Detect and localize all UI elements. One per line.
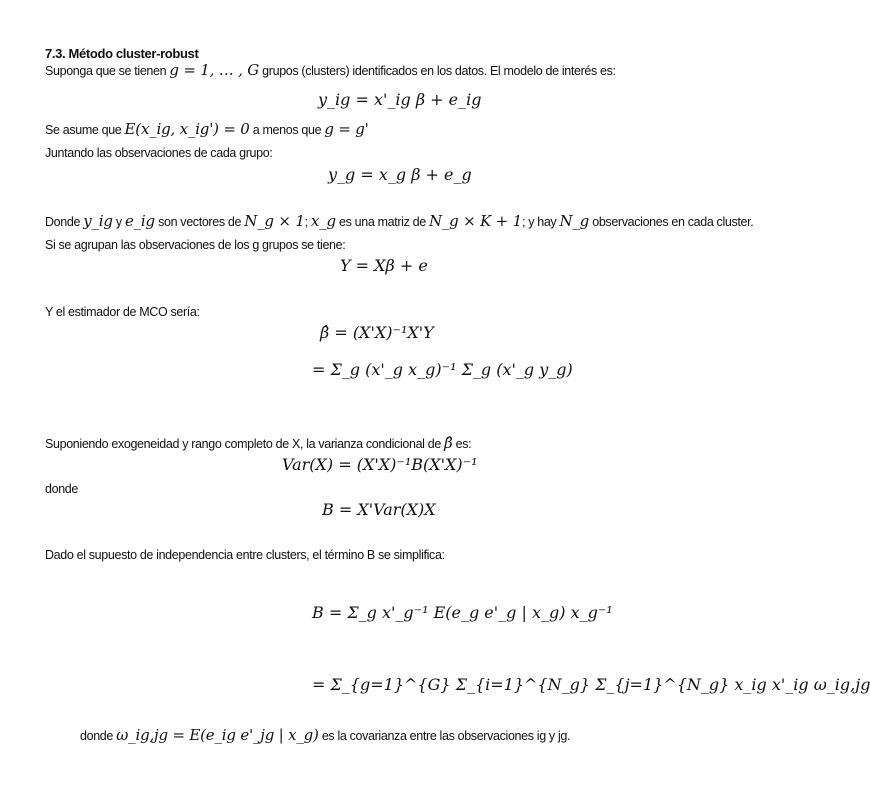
equation-ols-text: β̂ = (X'X)⁻¹X'Y <box>320 323 434 342</box>
paragraph-variance <box>45 436 471 451</box>
covariance-math-omega: ω_ig,jg = E(e_ig e'_jg | x_g) <box>116 726 319 744</box>
paragraph-assumption <box>45 122 369 137</box>
dimensions-text-d: ; <box>304 215 308 229</box>
section-title <box>45 47 198 61</box>
equation-ols-sum <box>312 360 573 380</box>
paragraph-grouping <box>45 146 272 160</box>
equation-b-sum <box>312 603 613 623</box>
dimensions-text-a: Donde <box>45 215 81 229</box>
equation-stacked-text: Y = Xβ + e <box>340 256 428 275</box>
paragraph-aggregate <box>45 238 345 252</box>
dimensions-text-b: y <box>115 215 122 229</box>
grouping-text: Juntando las observaciones de cada grupo: <box>45 146 273 160</box>
dimensions-math-ng1: N_g × 1 <box>244 212 305 230</box>
covariance-text-b: es la covarianza entre las observaciones ig y jg. <box>321 729 571 743</box>
assumption-text-a: Se asume que <box>45 123 122 137</box>
intro-text-a: Suponga que se tienen <box>45 64 167 78</box>
equation-b <box>322 500 436 520</box>
equation-ols-sum-text: = Σ_g (x'_g x_g)⁻¹ Σ_g (x'_g y_g) <box>312 360 573 379</box>
aggregate-text: Si se agrupan las observaciones de los g grupos se tiene: <box>45 238 346 252</box>
equation-stacked <box>340 256 428 276</box>
equation-ols <box>320 323 434 343</box>
intro-text-b: grupos (clusters) identificados en los datos. El modelo de interés es: <box>262 64 616 78</box>
equation-group-model-text: y_g = x_g β + e_g <box>328 165 472 184</box>
estimator-text: Y el estimador de MCO sería: <box>45 305 200 319</box>
dimensions-math-ng: N_g <box>559 212 590 230</box>
equation-variance-text: Var(X) = (X'X)⁻¹B(X'X)⁻¹ <box>282 455 478 474</box>
intro-math-groups: g = 1, … , G <box>169 61 260 79</box>
equation-model-text: y_ig = x'_ig β + e_ig <box>318 90 482 109</box>
paragraph-intro <box>45 63 616 78</box>
dimensions-text-f: ; y hay <box>521 215 557 229</box>
dimensions-text-e: es una matriz de <box>339 215 426 229</box>
equation-b-triple-sum-text: = Σ_{g=1}^{G} Σ_{i=1}^{N_g} Σ_{j=1}^{N_g} x_ig x'_ig ω_ig,jg <box>312 675 870 694</box>
equation-b-sum-text: B = Σ_g x'_g⁻¹ E(e_g e'_g | x_g) x_g⁻¹ <box>312 603 613 622</box>
equation-group-model <box>328 165 472 185</box>
section-title-text: 7.3. Método cluster-robust <box>45 46 199 61</box>
dimensions-math-xg: x_g <box>310 212 336 230</box>
equation-variance <box>282 455 478 475</box>
paragraph-where <box>45 482 78 496</box>
where-text: donde <box>45 482 79 496</box>
dimensions-math-ngk: N_g × K + 1 <box>428 212 522 230</box>
independence-text: Dado el supuesto de independencia entre clusters, el término B se simplifica: <box>45 548 445 562</box>
paragraph-independence <box>45 548 445 562</box>
variance-text-b: es: <box>455 437 472 451</box>
dimensions-math-e: e_ig <box>124 212 155 230</box>
variance-text-a: Suponiendo exogeneidad y rango completo de X, la varianza condicional de <box>45 437 441 451</box>
equation-b-triple-sum <box>312 675 870 695</box>
paragraph-covariance <box>80 728 570 743</box>
equation-b-text: B = X'Var(X)X <box>322 500 436 519</box>
assumption-math-g: g = g' <box>324 120 369 138</box>
equation-model <box>318 90 482 110</box>
paragraph-estimator <box>45 305 200 319</box>
variance-math-beta: β̂ <box>444 434 453 452</box>
dimensions-text-g: observaciones en cada cluster. <box>592 215 754 229</box>
covariance-text-a: donde <box>80 729 114 743</box>
assumption-math-expectation: E(x_ig, x_ig') = 0 <box>124 120 250 138</box>
dimensions-text-c: son vectores de <box>158 215 242 229</box>
paragraph-dimensions <box>45 214 753 229</box>
dimensions-math-y: y_ig <box>83 212 113 230</box>
assumption-text-b: a menos que <box>252 123 322 137</box>
